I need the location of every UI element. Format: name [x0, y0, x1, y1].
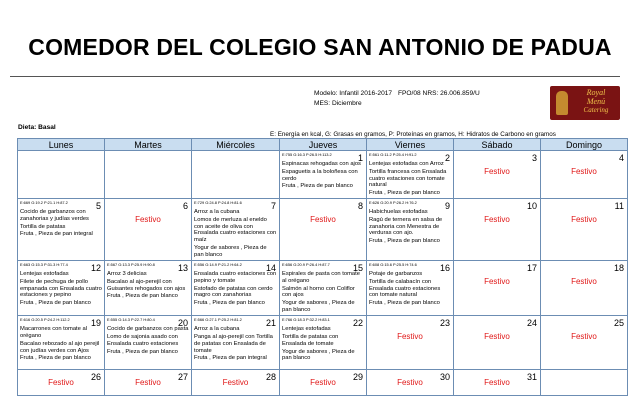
- dish-item: Fruta , Pieza de pan blanco: [369, 238, 440, 245]
- day-cell: [280, 261, 367, 316]
- day-number: 11: [614, 201, 624, 212]
- day-number: 23: [439, 318, 450, 329]
- day-number: 6: [182, 201, 188, 212]
- day-cell: [280, 316, 367, 370]
- day-number: 14: [265, 263, 276, 274]
- dish-item: Ragú de ternera en salsa de zanahoria con Menestra de verduras con ajo.: [369, 216, 443, 237]
- week-row: [18, 370, 628, 396]
- dish-item: Yogur de sabores , Pieza de pan blanco: [194, 245, 267, 258]
- nutrition-values: E:766 G:18.3 P:32.2 H:83.1: [282, 317, 330, 323]
- page-title: COMEDOR DEL COLEGIO SAN ANTONIO DE PADUA: [28, 34, 612, 60]
- day-cell: [192, 261, 280, 316]
- day-cell: [18, 261, 105, 316]
- festivo-label: Festivo: [310, 378, 336, 388]
- royal-menu-logo: [550, 86, 620, 120]
- dish-item: Lomo de sajonia asado con Ensalada cuatro estaciones: [107, 333, 179, 347]
- dish-item: Filete de pechuga de pollo empanada con Ensalada cuatro estaciones y pepino: [20, 278, 102, 299]
- dish-item: Fruta , Pieza de pan blanco: [282, 183, 353, 190]
- day-cell: [192, 316, 280, 370]
- day-cell: [367, 261, 454, 316]
- dish-item: Bacalao rebozado al ajo perejil con judías verdes con Ajos: [20, 340, 100, 354]
- festivo-label: Festivo: [222, 378, 249, 388]
- day-cell: [541, 316, 628, 370]
- nutrition-values: E:555 G:14.3 P:22.7 H:80.4: [107, 317, 155, 323]
- day-cell: [105, 370, 192, 396]
- day-cell: [105, 261, 192, 316]
- fpo-text: FPO/08 NRS: 26.006.859/U: [398, 90, 480, 97]
- nutrition-values: E:656 G:20.9 P:26.4 H:87.7: [282, 262, 330, 268]
- festivo-label: Festivo: [135, 378, 161, 388]
- empty-day-cell: [541, 370, 628, 396]
- dish-item: Fruta , Pieza de pan blanco: [107, 293, 178, 300]
- dish-item: Arroz a la cubana: [194, 326, 240, 333]
- week-row: [18, 316, 628, 370]
- nutrition-legend: E: Energía en kcal, G: Grasas en gramos, P: Proteínas en gramos, H: Hidratos de Carbono en gramos: [270, 131, 556, 138]
- day-number: 26: [90, 372, 101, 383]
- weekday-header: Martes: [105, 139, 192, 151]
- dish-item: Lomos de merluza al eneldo con aceite de oliva con Ensalada cuatro estaciones con maíz: [194, 216, 277, 244]
- modelo-text: Modelo: Infantil 2016-2017: [314, 90, 393, 97]
- dish-item: Fruta , Pieza de pan blanco: [369, 300, 440, 307]
- day-number: 2: [444, 153, 450, 163]
- dish-item: Fruta , Pieza de pan integral: [194, 355, 267, 362]
- dish-item: Macarrones con tomate al orégano: [20, 326, 88, 339]
- dish-item: Fruta , Pieza de pan integral: [20, 231, 93, 238]
- dish-item: Fruta , Pieza de pan blanco: [20, 300, 91, 307]
- dish-item: Espaguetis a la boloñesa con cerdo: [282, 168, 358, 182]
- dish-item: Habichuelas estofadas: [369, 209, 428, 216]
- day-cell: [280, 199, 367, 261]
- day-number: 27: [177, 372, 188, 383]
- empty-day-cell: [192, 151, 280, 199]
- day-number: 30: [439, 372, 450, 383]
- day-number: 21: [265, 318, 276, 329]
- dish-item: Fruta , Pieza de pan blanco: [20, 355, 91, 362]
- day-number: 9: [444, 201, 450, 212]
- dish-item: Tortilla francesa con Ensalada cuatro estaciones con tomate natural: [369, 168, 447, 189]
- nutrition-values: E:608 G:15.6 P:25.5 H:74.6: [369, 262, 417, 268]
- weekday-header: Lunes: [18, 139, 105, 151]
- weekday-header: Jueves: [280, 139, 367, 151]
- day-cell: [454, 316, 541, 370]
- nutrition-values: E:729 G:24.8 P:24.8 H:81.6: [194, 200, 242, 206]
- day-cell: [367, 199, 454, 261]
- dish-item: Arroz 3 delicias: [107, 271, 147, 278]
- day-number: 15: [352, 263, 363, 274]
- dish-item: Tortilla de calabacín con Ensalada cuatro estaciones con tomate natural: [369, 278, 441, 299]
- logo-line-2: Menú: [586, 97, 606, 106]
- day-number: 7: [270, 201, 276, 212]
- day-cell: [541, 151, 628, 199]
- day-cell: [541, 199, 628, 261]
- day-number: 10: [526, 201, 537, 212]
- bottle-icon: [556, 91, 568, 115]
- weekday-header: Sábado: [454, 139, 541, 151]
- festivo-label: Festivo: [397, 332, 423, 342]
- nutrition-values: E:561 G:11.2 P:25.4 H:91.2: [369, 152, 417, 157]
- day-cell: [541, 261, 628, 316]
- day-number: 12: [90, 263, 101, 274]
- dish-item: Arroz a la cubana: [194, 209, 240, 216]
- festivo-label: Festivo: [484, 215, 510, 225]
- dish-item: Salmón al horno con Coliflor con ajos: [282, 285, 355, 299]
- day-number: 16: [439, 263, 450, 274]
- day-cell: [454, 370, 541, 396]
- festivo-label: Festivo: [135, 215, 161, 225]
- logo-line-3: Catering: [583, 106, 609, 114]
- nutrition-values: E:616 G:20.5 P:24.2 H:112.2: [20, 317, 70, 323]
- festivo-label: Festivo: [484, 167, 510, 176]
- weekday-header: Domingo: [541, 139, 628, 151]
- day-number: 3: [531, 153, 537, 163]
- nutrition-values: E:626 G:20.9 P:26.2 H:76.2: [369, 200, 417, 206]
- day-cell: [454, 199, 541, 261]
- menu-calendar: [17, 138, 628, 396]
- dish-item: Panga al ajo-perejil con Tortilla de patatas con Ensalada de tomate: [194, 333, 273, 354]
- mes-text: MES: Diciembre: [314, 100, 362, 107]
- dish-item: Potaje de garbanzos: [369, 271, 423, 278]
- dish-item: Lentejas estofadas: [20, 271, 69, 278]
- empty-day-cell: [105, 151, 192, 199]
- dish-item: Tortilla de patatas: [20, 223, 66, 230]
- festivo-label: Festivo: [571, 332, 597, 342]
- dieta-label: Dieta: Basal: [18, 124, 56, 131]
- day-number: 28: [265, 372, 276, 383]
- day-cell: [105, 316, 192, 370]
- day-cell: [18, 370, 105, 396]
- day-number: 24: [526, 318, 537, 329]
- day-cell: [105, 199, 192, 261]
- dish-item: Cocido de garbanzos con pasta: [107, 326, 189, 333]
- festivo-label: Festivo: [484, 277, 510, 287]
- dish-item: Lentejas estofadas: [282, 326, 331, 333]
- week-row: [18, 261, 628, 316]
- day-number: 8: [357, 201, 363, 212]
- weekday-header: Miércoles: [192, 139, 280, 151]
- festivo-label: Festivo: [571, 167, 597, 176]
- empty-day-cell: [18, 151, 105, 199]
- day-number: 1: [357, 153, 363, 163]
- day-cell: [192, 370, 280, 396]
- week-row: [18, 199, 628, 261]
- day-number: 31: [526, 372, 537, 383]
- day-number: 13: [177, 263, 188, 274]
- dish-item: Fruta , Pieza de pan blanco: [107, 348, 178, 355]
- day-cell: [454, 261, 541, 316]
- weekday-header-row: [18, 139, 628, 151]
- day-cell: [18, 316, 105, 370]
- day-number: 25: [613, 318, 624, 329]
- festivo-label: Festivo: [571, 215, 597, 225]
- dish-item: Tortilla de patatas con Ensalada de tomate: [282, 333, 339, 347]
- dish-item: Bacalao al ajo-perejil con Guisantes rehogados con ajos: [107, 278, 186, 292]
- dish-item: Fruta , Pieza de pan blanco: [369, 190, 440, 197]
- day-cell: [367, 316, 454, 370]
- day-number: 19: [90, 318, 101, 329]
- nutrition-values: E:663 G:15.3 P:31.3 H:77.4: [20, 262, 68, 268]
- day-cell: [280, 151, 367, 199]
- day-cell: [192, 199, 280, 261]
- dish-item: Yogur de sabores , Pieza de pan blanco: [282, 300, 355, 314]
- festivo-label: Festivo: [571, 277, 597, 287]
- festivo-label: Festivo: [397, 378, 423, 388]
- day-cell: [280, 370, 367, 396]
- nutrition-values: E:567 G:13.3 P:25.9 H:90.8: [107, 262, 155, 268]
- dish-item: Yogur de sabores , Pieza de pan blanco: [282, 348, 355, 362]
- dish-item: Cocido de garbanzos con zanahorias y judías verdes: [20, 209, 89, 222]
- nutrition-values: E:755 G:16.3 P:26.5 H:113.2: [282, 152, 332, 157]
- day-cell: [18, 199, 105, 261]
- festivo-label: Festivo: [48, 378, 74, 388]
- dish-item: Espinacas rehogadas con ajos: [282, 161, 361, 167]
- day-number: 17: [526, 263, 537, 274]
- day-cell: [454, 151, 541, 199]
- day-number: 20: [177, 318, 188, 329]
- dish-item: Lentejas estofadas con Arroz: [369, 161, 444, 167]
- dish-item: Estofado de patatas con cerdo magro con zanahorias: [194, 285, 273, 299]
- dish-item: Ensalada cuatro estaciones con pepino y tomate: [194, 271, 277, 284]
- festivo-label: Festivo: [484, 332, 510, 342]
- festivo-label: Festivo: [484, 378, 510, 388]
- logo-line-1: Royal: [586, 88, 606, 97]
- day-cell: [367, 151, 454, 199]
- day-number: 29: [352, 372, 363, 383]
- weekday-header: Viernes: [367, 139, 454, 151]
- day-number: 22: [352, 318, 363, 329]
- nutrition-values: E:556 G:14.9 P:21.2 H:64.2: [194, 262, 242, 268]
- day-cell: [367, 370, 454, 396]
- dish-item: Espirales de pasta con tomate al orégano: [282, 271, 360, 284]
- day-number: 5: [95, 201, 101, 212]
- festivo-label: Festivo: [310, 215, 336, 225]
- title-divider: [10, 76, 620, 77]
- day-number: 4: [618, 153, 624, 163]
- nutrition-values: E:566 G:27.1 P:25.2 H:81.2: [194, 317, 242, 323]
- nutrition-values: E:669 G:19.2 P:21.1 H:87.2: [20, 200, 68, 206]
- dish-item: Fruta , Pieza de pan blanco: [194, 300, 265, 307]
- day-number: 18: [613, 263, 624, 274]
- week-row: [18, 151, 628, 199]
